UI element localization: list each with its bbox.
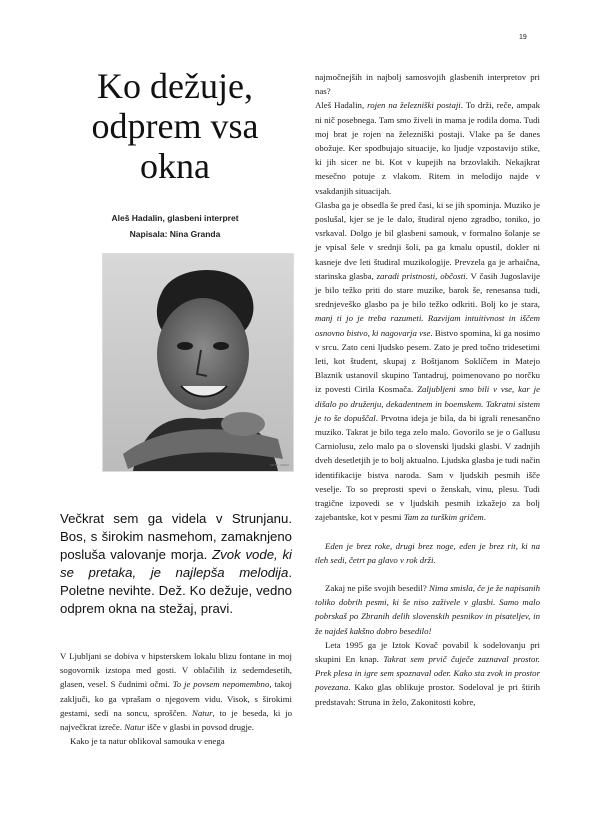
photo-credit: FOTO: ARHIV — [270, 463, 289, 467]
lead-paragraph — [60, 510, 292, 618]
text-run: manj ti jo je treba razumeti. Razvijam intuitivnost in iščem osnovno bistvo, ki nagovarja vse — [315, 313, 540, 338]
text-run: Natur — [191, 707, 213, 718]
right-paragraph-3 — [315, 198, 540, 525]
text-run: Aleš Hadalin, — [315, 100, 368, 111]
right-paragraph-1: najmočnejših in najbolj samosvojih glasbenih interpretov pri nas? — [315, 72, 540, 97]
text-run: Glasba ga je obsedla še pred časi, ki se jih spominja. Muziko je poslušal, kjer se je le dalo, študiral njeno zgradbo, toniko, jo vsrkaval. Dolgo je bil glasbeni samouk, v formalno šolanje se je vpisal šele v srednji šoli, pa ga kmalu opustil, dokler ni kasneje dve leti študiral muzikologije. Prevzela ga je arhaična, starinska glasba, — [315, 199, 540, 281]
text-run: rojen na železniški postaji — [367, 100, 461, 111]
text-run: V Ljubljani se dobiva v hipsterskem lokalu blizu fontane in moj sogovornik izstopa med gosti. V oblačilih iz sedemdesetih, glasen, vesel. S čudnimi očmi. — [60, 651, 292, 690]
text-run: . Bistvo spomina, ki ga nosimo v srcu. Zato ceni ljudsko pesem. Zato je pred točno tridesetimi leti, kot študent, skupaj z Boštjanom Soklíčem in Matejo Blaznik ustanovil skupino Tantadruj, poimenovano po norčku iz povesti Cirila Kosmača. — [315, 327, 541, 395]
text-run: . V časih Jugoslavije je bilo težko priti do stare muzike, barok še, renesansa tudi, srednjeveško glasbo pa je bilo težko odkriti. Bolj ko je stara, — [315, 270, 540, 310]
lead-part2: . Poletne nevihte. Dež. Ko dežuje, vedno odprem okna na stežaj, pravi. — [60, 565, 292, 616]
text-run: išče v glasbi in povsod drugje. — [144, 722, 254, 733]
text-run: . Kako glas oblikuje prostor. Sodeloval je pri štirih predstavah: Struna in želo, Zakonitosti kobre, — [315, 682, 540, 707]
byline-author: Napisala: Nina Granda — [129, 229, 221, 239]
text-run: Leta 1995 ga je Iztok Kovač povabil k sodelovanju pri skupini En knap. — [315, 639, 540, 664]
text-run: , to je beseda, ki jo največkrat izreče. — [60, 707, 292, 733]
text-run: Zaljubljeni smo bili v vse, kar je dišalo po druženju, dekadentnem in boemskem. Takratni sistem je to še dopuščal — [315, 384, 540, 423]
page-number: 19 — [519, 34, 527, 41]
text-run: Takrat sem prvič čuječe zaznaval prostor. Prek plesa in igre sem spoznaval oder. Kako sta zvok in prostor povezana — [315, 653, 540, 693]
byline — [60, 210, 290, 242]
lead-quote: Zvok vode, ki se pretaka, je najlepša melodija — [60, 547, 292, 580]
text-run: Nima smisla, če je že napisanih toliko dobrih pesmi, ki še niso zaživele v glasbi. Samo malo pobrskaš po Zbranih delih slovenskih pesnikov in pisateljev, in že najdeš kakšno dobro besedilo! — [315, 582, 541, 636]
text-run: . — [483, 512, 486, 523]
article-title: Ko dežuje, odprem vsa okna — [91, 66, 259, 186]
right-paragraph-5 — [315, 581, 540, 638]
portrait-photo — [102, 253, 294, 472]
text-run: Eden je brez roke, drugi brez noge, eden je brez rit, ki na tleh sedi, četrt pa glavo v rok drži. — [315, 540, 540, 565]
left-paragraph-1 — [60, 649, 292, 734]
song-quote — [315, 539, 540, 567]
lead-part1: Večkrat sem ga videla v Strunjanu. Bos, s širokim nasmehom, zamaknjeno posluša valovanje morja. — [60, 511, 292, 562]
text-run: . To drži, reče, ampak ni nič posebnega. Tam smo živeli in mama je rodila doma. Tudi moj brat je rojen na železniški postaji. Vlake pa še danes obožuje. Ker spodbujajo situacije, ko ljudje vzpostavijo stike, ki jih sicer ne bi. Kot v kupejih na brzovlakih. Nekajkrat mesečno potuje z vlakom. Ritem in melodijo najde v vsakdanjih situacijah. — [315, 100, 540, 196]
right-paragraph-2 — [315, 98, 540, 197]
left-column-body — [60, 649, 292, 748]
text-run: zaradi pristnosti, občosti — [376, 270, 466, 281]
byline-subject: Aleš Hadalin, glasbeni interpret — [111, 213, 239, 223]
text-run: Tam za turškim gričem — [403, 512, 484, 523]
text-run: To je povsem nepomembno, — [172, 679, 272, 690]
left-paragraph-2: Kako je ta natur oblikoval samouka v enega — [70, 736, 225, 747]
right-paragraph-6 — [315, 638, 540, 709]
text-run: . Prvotna ideja je bila, da bi igrali renesančno muziko. Takrat je bilo tega zelo malo. Govorilo se je o Gallusu Carniolusu, zelo malo pa o slovenski ljudski glasbi. V zadnjih dveh desetletjih je to bolj aktualno. Ljudska glasba je tudi način identifikacije bistva naroda. Sam v ljudskih pesmih išče veselje. To so preprosti spevi o ženskah, vinu, plesu. Tudi tragične izpovedi se v ljudskih pesmih izkažejo za bolj zajebantske, kot v pesmi — [315, 412, 540, 523]
right-column-body — [315, 70, 540, 709]
text-run: takoj zaključi, ko ga vprašam o njegovem vidu. Visok, s širokimi gestami, sedi na soncu, sproščen. — [60, 679, 292, 718]
text-run: Natur — [124, 722, 145, 733]
text-run: Zakaj ne piše svojih besedil? — [325, 582, 429, 593]
portrait-illustration — [103, 254, 293, 471]
